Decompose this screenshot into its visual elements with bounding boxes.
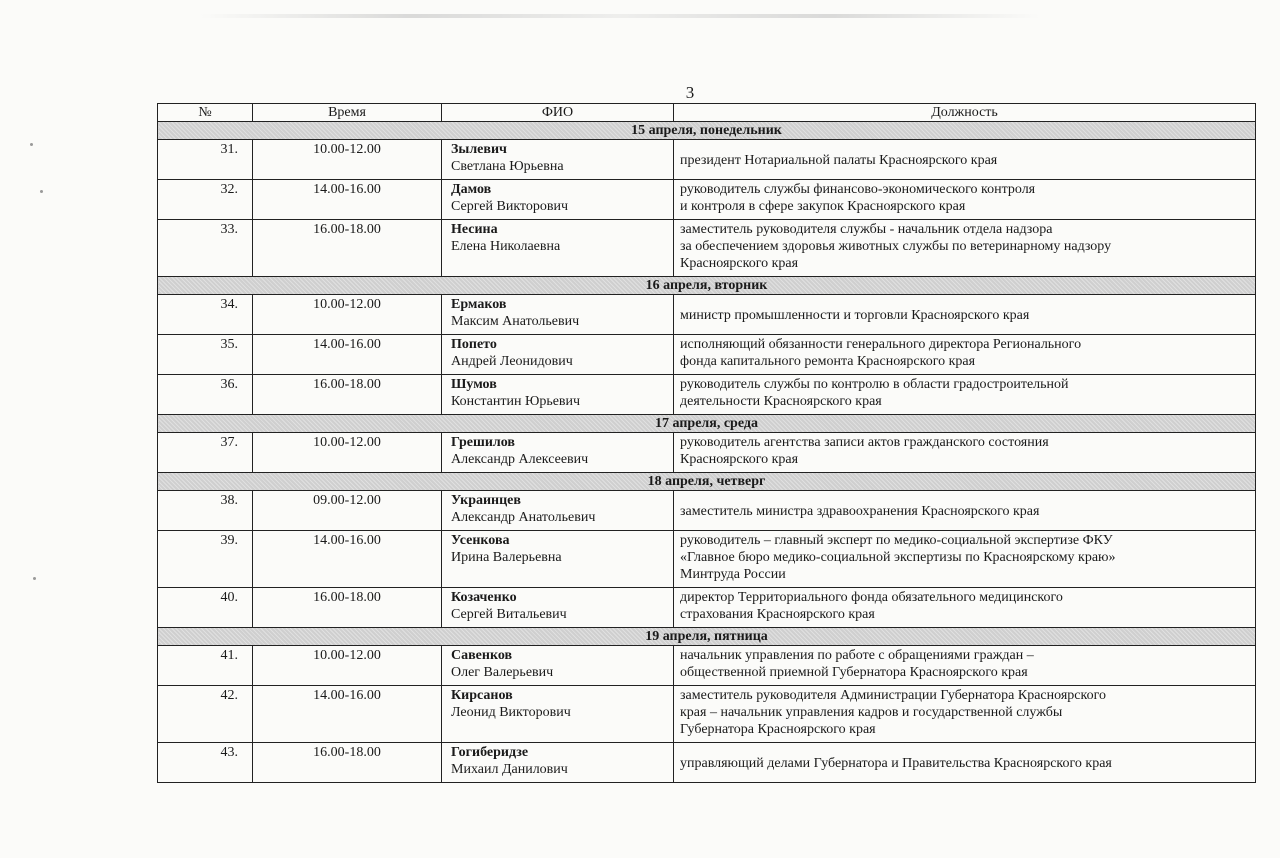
row-number: 43.	[158, 743, 253, 783]
position-line: за обеспечением здоровья животных службы по ветеринарному надзору	[680, 239, 1112, 254]
day-label: 18 апреля, четверг	[158, 473, 1256, 491]
row-number: 34.	[158, 295, 253, 335]
position-line: директор Территориального фонда обязательного медицинского	[680, 590, 1063, 605]
table-header-row	[158, 104, 1256, 122]
day-header-row	[158, 277, 1256, 295]
row-position	[674, 491, 1256, 531]
row-number: 37.	[158, 433, 253, 473]
person-surname: Усенкова	[451, 533, 510, 548]
row-person	[442, 140, 674, 180]
row-time: 09.00-12.00	[253, 491, 442, 531]
row-person	[442, 180, 674, 220]
person-surname: Гогиберидзе	[451, 745, 529, 760]
position-line: деятельности Красноярского края	[680, 394, 882, 409]
person-given-names: Елена Николаевна	[451, 239, 561, 254]
row-position	[674, 646, 1256, 686]
day-label: 17 апреля, среда	[158, 415, 1256, 433]
position-line: руководитель службы по контролю в области градостроительной	[680, 377, 1069, 392]
row-time: 10.00-12.00	[253, 646, 442, 686]
person-surname: Кирсанов	[451, 688, 513, 703]
table-row	[158, 646, 1256, 686]
position-line: заместитель министра здравоохранения Красноярского края	[680, 503, 1040, 519]
person-given-names: Олег Валерьевич	[451, 665, 554, 680]
table-row	[158, 743, 1256, 783]
row-time: 10.00-12.00	[253, 140, 442, 180]
person-given-names: Леонид Викторович	[451, 705, 571, 720]
row-person	[442, 686, 674, 743]
position-line: управляющий делами Губернатора и Правительства Красноярского края	[680, 755, 1112, 771]
header-num: №	[158, 104, 253, 122]
table-row	[158, 686, 1256, 743]
table-row	[158, 375, 1256, 415]
row-position	[674, 531, 1256, 588]
position-line: общественной приемной Губернатора Красноярского края	[680, 665, 1028, 680]
row-number: 39.	[158, 531, 253, 588]
position-line: руководитель агентства записи актов гражданского состояния	[680, 435, 1049, 450]
position-line: края – начальник управления кадров и государственной службы	[680, 705, 1063, 720]
position-line: Красноярского края	[680, 256, 799, 271]
row-time: 14.00-16.00	[253, 180, 442, 220]
day-header-row	[158, 415, 1256, 433]
table-row	[158, 335, 1256, 375]
row-number: 38.	[158, 491, 253, 531]
row-number: 35.	[158, 335, 253, 375]
row-position	[674, 743, 1256, 783]
row-time: 10.00-12.00	[253, 433, 442, 473]
row-person	[442, 375, 674, 415]
person-surname: Попето	[451, 337, 497, 352]
header-position: Должность	[674, 104, 1256, 122]
person-surname: Шумов	[451, 377, 497, 392]
person-given-names: Александр Анатольевич	[451, 510, 596, 525]
position-line: президент Нотариальной палаты Красноярского края	[680, 152, 998, 168]
person-surname: Дамов	[451, 182, 492, 197]
person-surname: Савенков	[451, 648, 513, 663]
person-given-names: Сергей Витальевич	[451, 607, 567, 622]
scan-speck	[33, 577, 36, 580]
row-number: 32.	[158, 180, 253, 220]
row-number: 31.	[158, 140, 253, 180]
person-given-names: Максим Анатольевич	[451, 314, 580, 329]
schedule-table	[157, 103, 1256, 783]
row-time: 14.00-16.00	[253, 686, 442, 743]
table-row	[158, 140, 1256, 180]
day-header-row	[158, 122, 1256, 140]
row-position	[674, 686, 1256, 743]
row-person	[442, 531, 674, 588]
position-line: руководитель – главный эксперт по медико-социальной экспертизе ФКУ	[680, 533, 1113, 548]
row-position	[674, 375, 1256, 415]
person-surname: Грешилов	[451, 435, 515, 450]
day-label: 15 апреля, понедельник	[158, 122, 1256, 140]
person-given-names: Михаил Данилович	[451, 762, 568, 777]
schedule-body	[158, 122, 1256, 783]
position-line: Минтруда России	[680, 567, 786, 582]
position-line: руководитель службы финансово-экономического контроля	[680, 182, 1036, 197]
row-time: 16.00-18.00	[253, 588, 442, 628]
row-time: 16.00-18.00	[253, 743, 442, 783]
row-person	[442, 295, 674, 335]
scan-artifact-line	[200, 14, 1040, 18]
row-position	[674, 180, 1256, 220]
person-given-names: Сергей Викторович	[451, 199, 569, 214]
row-number: 41.	[158, 646, 253, 686]
person-surname: Несина	[451, 222, 498, 237]
position-line: заместитель руководителя службы - начальник отдела надзора	[680, 222, 1053, 237]
row-person	[442, 220, 674, 277]
position-line: Губернатора Красноярского края	[680, 722, 876, 737]
row-position	[674, 220, 1256, 277]
position-line: Красноярского края	[680, 452, 799, 467]
row-person	[442, 433, 674, 473]
person-given-names: Константин Юрьевич	[451, 394, 581, 409]
header-name: ФИО	[442, 104, 674, 122]
day-label: 16 апреля, вторник	[158, 277, 1256, 295]
row-number: 33.	[158, 220, 253, 277]
row-person	[442, 335, 674, 375]
table-row	[158, 588, 1256, 628]
position-line: исполняющий обязанности генерального директора Регионального	[680, 337, 1082, 352]
table-row	[158, 220, 1256, 277]
day-label: 19 апреля, пятница	[158, 628, 1256, 646]
row-position	[674, 140, 1256, 180]
day-header-row	[158, 628, 1256, 646]
row-position	[674, 588, 1256, 628]
position-line: фонда капитального ремонта Красноярского края	[680, 354, 976, 369]
row-number: 42.	[158, 686, 253, 743]
position-line: «Главное бюро медико-социальной экспертизы по Красноярскому краю»	[680, 550, 1116, 565]
table-row	[158, 180, 1256, 220]
scan-speck	[30, 143, 33, 146]
row-time: 10.00-12.00	[253, 295, 442, 335]
position-line: министр промышленности и торговли Красноярского края	[680, 307, 1030, 323]
person-given-names: Ирина Валерьевна	[451, 550, 562, 565]
person-given-names: Светлана Юрьевна	[451, 159, 564, 174]
person-surname: Зылевич	[451, 142, 507, 157]
position-line: заместитель руководителя Администрации Губернатора Красноярского	[680, 688, 1106, 703]
scan-speck	[40, 190, 43, 193]
position-line: начальник управления по работе с обращениями граждан –	[680, 648, 1034, 663]
row-person	[442, 588, 674, 628]
day-header-row	[158, 473, 1256, 491]
person-surname: Ермаков	[451, 297, 507, 312]
row-time: 16.00-18.00	[253, 220, 442, 277]
table-row	[158, 295, 1256, 335]
row-person	[442, 491, 674, 531]
row-position	[674, 433, 1256, 473]
row-time: 16.00-18.00	[253, 375, 442, 415]
row-position	[674, 335, 1256, 375]
table-row	[158, 433, 1256, 473]
page-number: 3	[685, 83, 695, 102]
person-surname: Украинцев	[451, 493, 521, 508]
row-person	[442, 743, 674, 783]
row-time: 14.00-16.00	[253, 335, 442, 375]
row-person	[442, 646, 674, 686]
row-number: 40.	[158, 588, 253, 628]
row-time: 14.00-16.00	[253, 531, 442, 588]
table-row	[158, 491, 1256, 531]
person-given-names: Андрей Леонидович	[451, 354, 573, 369]
row-number: 36.	[158, 375, 253, 415]
header-time: Время	[253, 104, 442, 122]
position-line: и контроля в сфере закупок Красноярского края	[680, 199, 966, 214]
person-surname: Козаченко	[451, 590, 517, 605]
table-row	[158, 531, 1256, 588]
person-given-names: Александр Алексеевич	[451, 452, 589, 467]
position-line: страхования Красноярского края	[680, 607, 875, 622]
row-position	[674, 295, 1256, 335]
